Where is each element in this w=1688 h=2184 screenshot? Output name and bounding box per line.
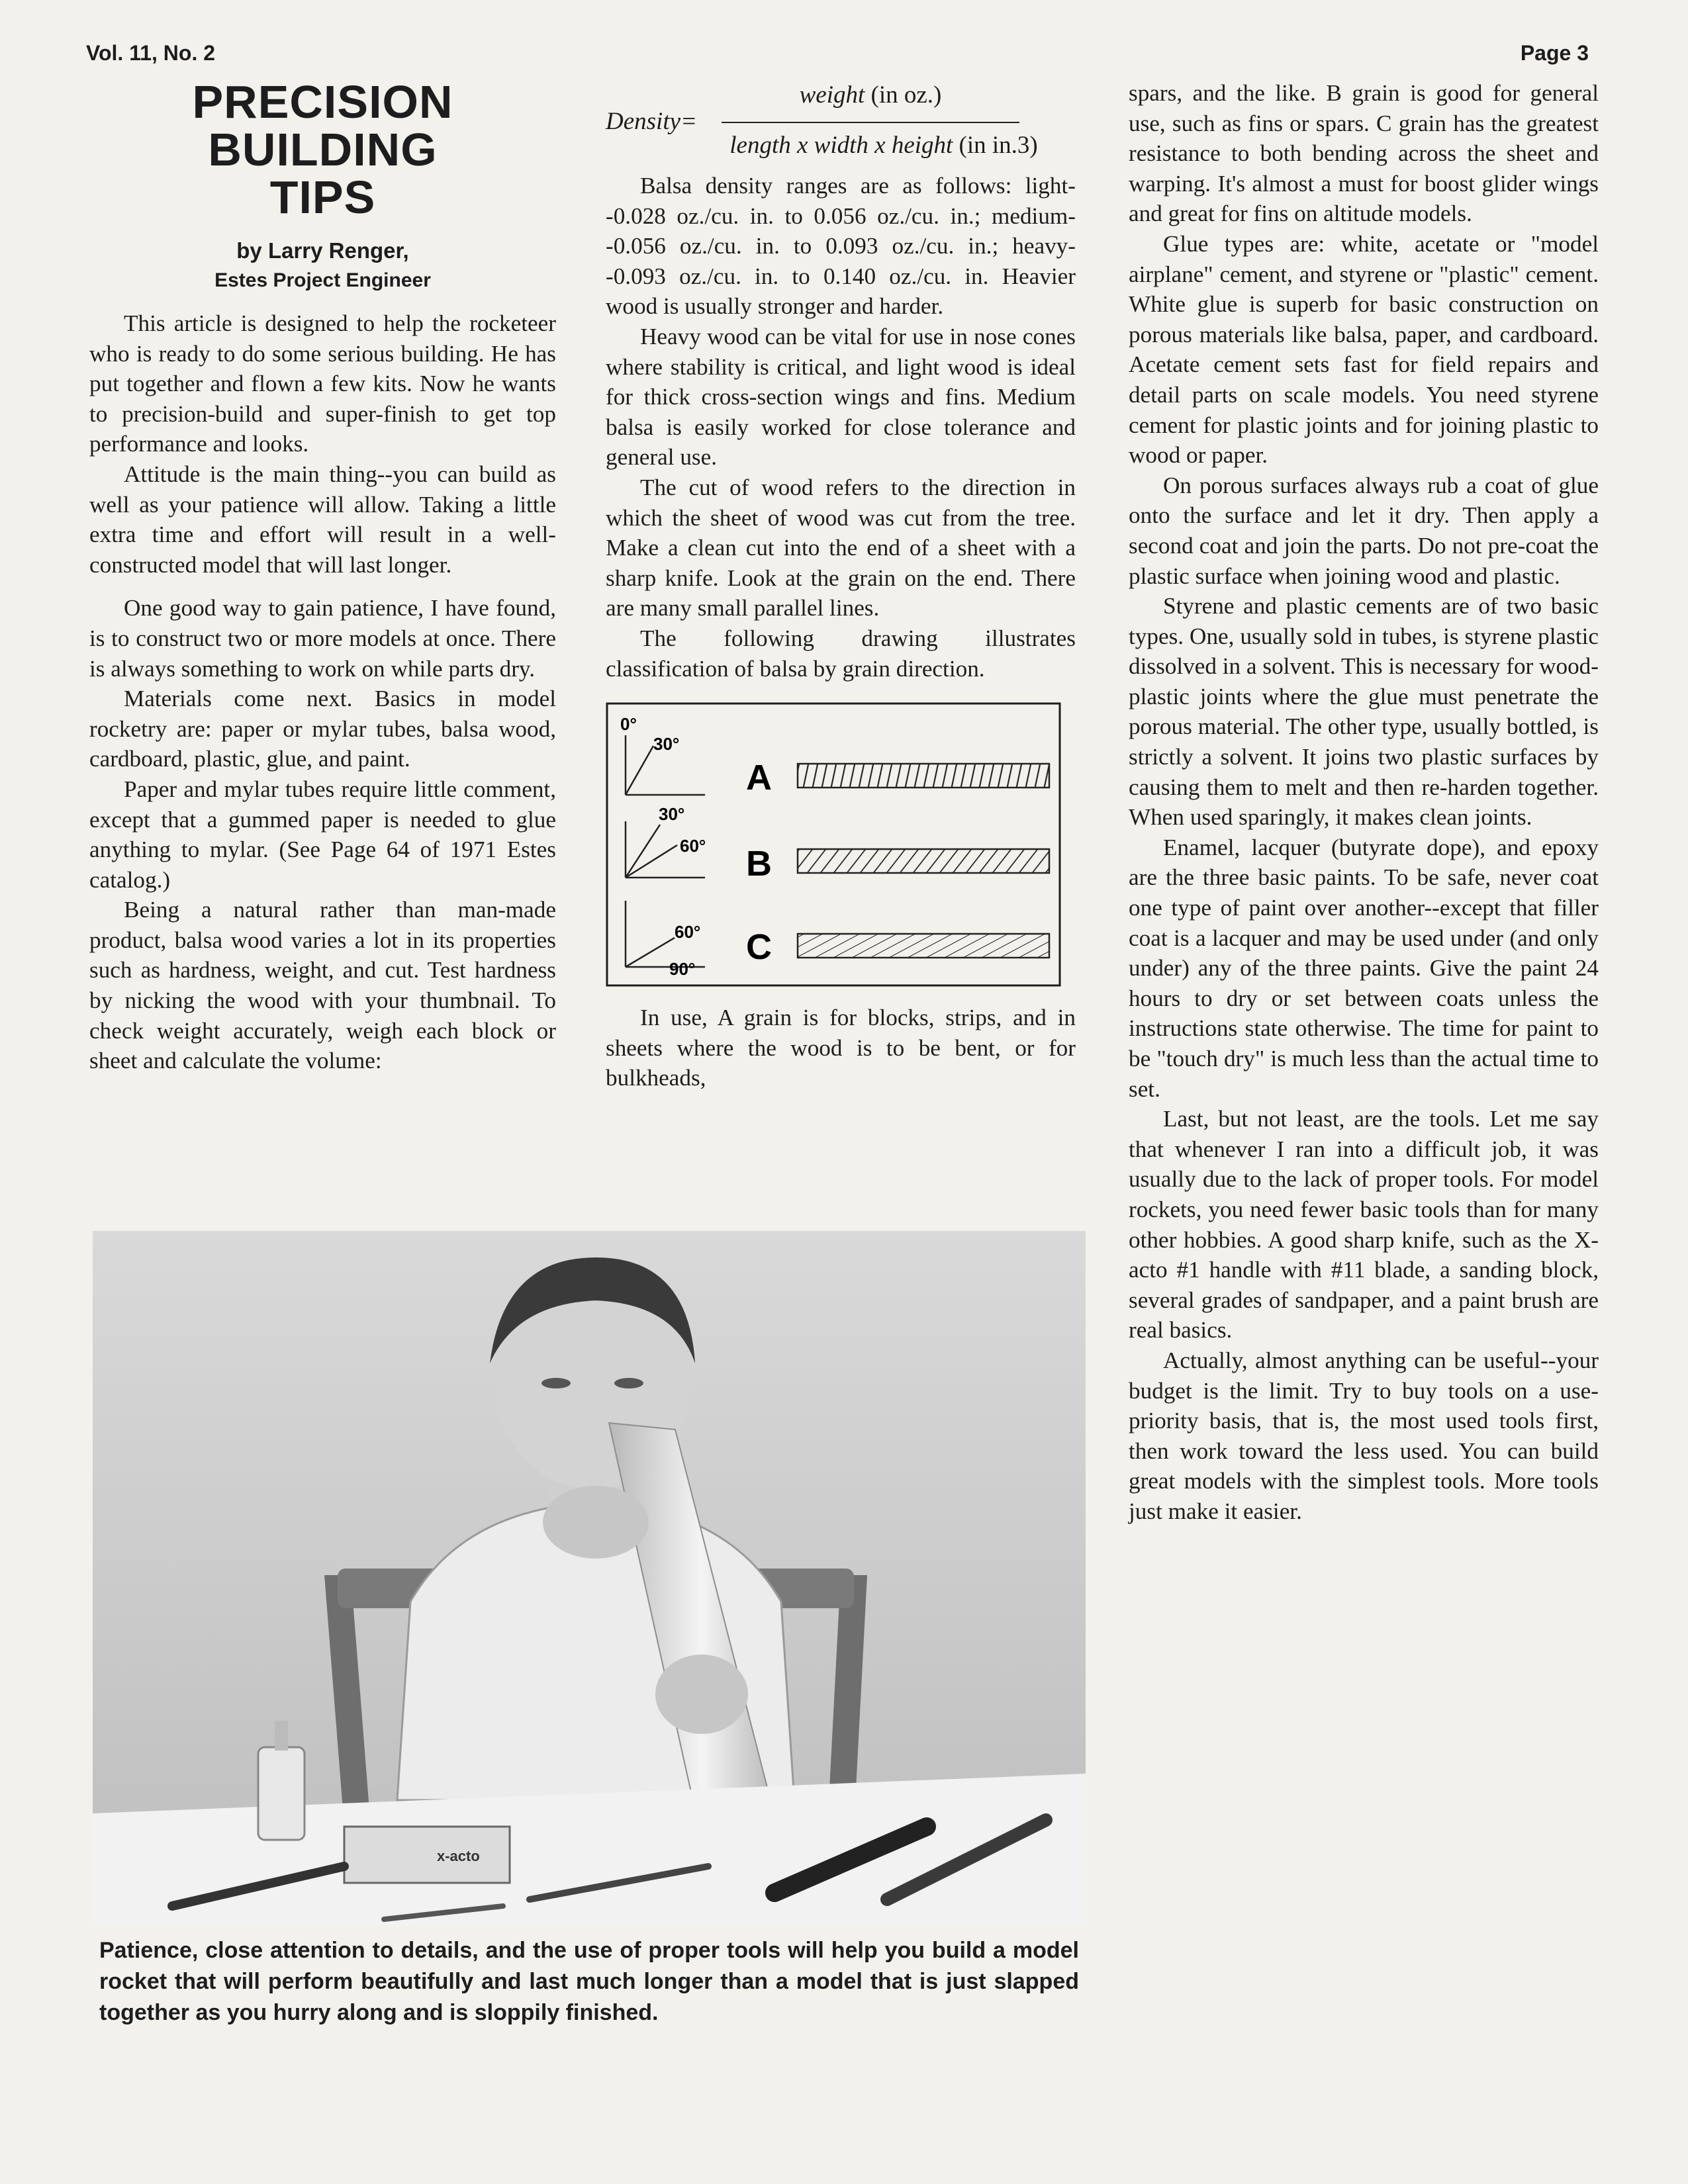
paragraph: Last, but not least, are the tools. Let me say that whenever I ran into a difficult job, it was usually due to the lack of proper tools. For model rockets, you need fewer basic tools than for many other hobbies. A good sharp knife, such as the X-acto #1 handle with #11 blade, a sanding block, several grades of sandpaper, and a paint brush are real basics.: [1129, 1106, 1599, 1343]
formula-numerator: [722, 81, 1019, 109]
boy-hand: [543, 1486, 649, 1559]
angle-label: 0°: [620, 714, 637, 735]
byline-author: by Larry Renger,: [236, 238, 409, 263]
grain-sample-a: [798, 764, 1049, 788]
paragraph: In use, A grain is for blocks, strips, and in sheets where the wood is to be bent, or for bulkheads,: [606, 1005, 1076, 1091]
glue-bottle-cap: [275, 1721, 288, 1751]
fraction-bar: [722, 122, 1019, 123]
density-formula: [606, 78, 1076, 171]
paragraph: Actually, almost anything can be useful--your budget is the limit. Try to buy tools on a use-priority basis, that is, the most used tools first, then work toward the less used. You can build great models with the simplest tools. More tools just make it easier.: [1129, 1347, 1599, 1524]
angle-label: 90°: [669, 959, 696, 979]
paragraph: One good way to gain patience, I have found, is to construct two or more models at once. There is always something to work on while parts dry.: [89, 595, 556, 682]
paragraph: spars, and the like. B grain is good for general use, such as fins or spars. C grain has the greatest resistance to both bending across the sheet and warping. It's almost a must for boost glider wings and great for fins on altitude models.: [1129, 80, 1599, 227]
grain-direction-diagram: [606, 702, 1061, 987]
title-line-1: PRECISION: [192, 76, 453, 128]
title-line-2: BUILDING: [208, 124, 438, 175]
formula-numerator-unit: (in oz.): [870, 81, 942, 109]
paragraph: On porous surfaces always rub a coat of glue onto the surface and let it dry. Then apply a second coat and join the parts. Do not pre-coat the plastic surface when joining wood and plastic.: [1129, 472, 1599, 589]
paragraph: Enamel, lacquer (butyrate dope), and epoxy are the three basic paints. To be safe, never coat one type of paint over another--except that filler coat is a lacquer and may be used under (and only under) any of the three paints. Give the paint 24 hours to dry or set between coats unless the instructions state otherwise. The time for paint to be "touch dry" is much less than the actual time to set.: [1129, 834, 1599, 1102]
grain-letter: A: [746, 758, 772, 798]
column-2: [606, 78, 1076, 1093]
photo-boy-building-rocket: [93, 1231, 1086, 1926]
formula-lhs: Density=: [606, 108, 697, 135]
paragraph: The cut of wood refers to the direction in which the sheet of wood was cut from the tree. Make a clean cut into the end of a sheet with a sharp knife. Look at the grain on the end. There are many small parallel lines.: [606, 474, 1076, 621]
paragraph: Heavy wood can be vital for use in nose cones where stability is critical, and light wood is ideal for thick cross-section wings and fins. Medium balsa is easily worked for close tolerance and general use.: [606, 323, 1076, 471]
page-number: Page 3: [1520, 41, 1589, 65]
photo-caption: Patience, close attention to details, and the use of proper tools will help you build a model rocket that will perform beautifully and last much longer than a model that is just slapped together as you hurry along and is sloppily finished.: [99, 1938, 1079, 2025]
grain-letter: B: [746, 844, 772, 884]
grain-sample-b: [798, 849, 1049, 873]
paragraph: This article is designed to help the rocketeer who is ready to do some serious building. He has put together and flown a few kits. Now he wants to precision-build and super-finish to get top performance and looks.: [89, 310, 556, 457]
photo-svg: [93, 1231, 1086, 1926]
paragraph: Paper and mylar tubes require little comment, except that a gummed paper is needed to glue anything to mylar. (See Page 64 of 1971 Estes catalog.): [89, 776, 556, 893]
angle-label: 60°: [680, 836, 706, 856]
boy-eye: [614, 1378, 643, 1388]
angle-line: [626, 825, 660, 878]
column-3: [1129, 78, 1599, 1527]
formula-denominator-unit: (in in.3): [959, 132, 1038, 159]
grain-row-b: [626, 804, 1049, 884]
formula-numerator-text: weight: [799, 81, 865, 109]
angle-line: [626, 845, 677, 878]
title-line-3: TIPS: [269, 171, 376, 223]
volume-number: Vol. 11, No. 2: [86, 41, 216, 65]
angle-label: 30°: [659, 804, 685, 825]
paragraph: Being a natural rather than man-made product, balsa wood varies a lot in its properties such as hardness, weight, and cut. Test hardness by nicking the wood with your thumbnail. To check weight accurately, weigh each block or sheet and calculate the volume:: [89, 897, 556, 1074]
grain-row-c: [626, 901, 1049, 979]
grain-sample-c: [798, 934, 1049, 958]
article-title: [89, 78, 556, 221]
boy-eye: [541, 1378, 571, 1388]
paragraph: Styrene and plastic cements are of two basic types. One, usually sold in tubes, is styrene plastic dissolved in a solvent. This is necessary for wood-plastic joints where the glue must penetrate the porous material. The other type, usually bottled, is strictly a solvent. It joins two plastic surfaces by causing them to melt and then re-harden together. When used sparingly, it makes clean joints.: [1129, 593, 1599, 831]
column-1: [89, 78, 556, 1076]
paragraph: Attitude is the main thing--you can build as well as your patience will allow. Taking a little extra time and effort will result in a well-constructed model that will last longer.: [89, 461, 556, 578]
grain-diagram-svg: [606, 702, 1061, 987]
paragraph: Balsa density ranges are as follows: light--0.028 oz./cu. in. to 0.056 oz./cu. in.; medium--0.056 oz./cu. in. to 0.093 oz./cu. in.; heavy--0.093 oz./cu. in. to 0.140 oz./cu. in. Heavier wood is usually stronger and harder.: [606, 173, 1076, 320]
x-acto-tool-box: [344, 1827, 510, 1883]
paragraph: Materials come next. Basics in model rocketry are: paper or mylar tubes, balsa wood, cardboard, plastic, glue, and paint.: [89, 686, 556, 772]
angle-label: 30°: [653, 734, 680, 754]
formula-denominator-text: length x width x height: [729, 132, 953, 159]
grain-row-a: [620, 714, 1049, 797]
angle-label: 60°: [675, 922, 701, 942]
paragraph: Glue types are: white, acetate or "model airplane" cement, and styrene or "plastic" cement. White glue is superb for basic construction on porous materials like balsa, paper, and cardboard. Acetate cement sets fast for field repairs and detail parts on scale models. You need styrene cement for plastic joints and for joining plastic to wood or paper.: [1129, 230, 1599, 469]
angle-line: [626, 746, 653, 795]
glue-bottle: [258, 1747, 305, 1840]
angle-line: [626, 938, 675, 967]
boy-hand: [655, 1655, 748, 1734]
paragraph: The following drawing illustrates classification of balsa by grain direction.: [606, 625, 1076, 682]
byline-role: Estes Project Engineer: [214, 269, 431, 291]
formula-denominator: [712, 131, 1056, 159]
grain-letter: C: [746, 927, 772, 968]
tool-box-label: x-acto: [437, 1848, 480, 1864]
